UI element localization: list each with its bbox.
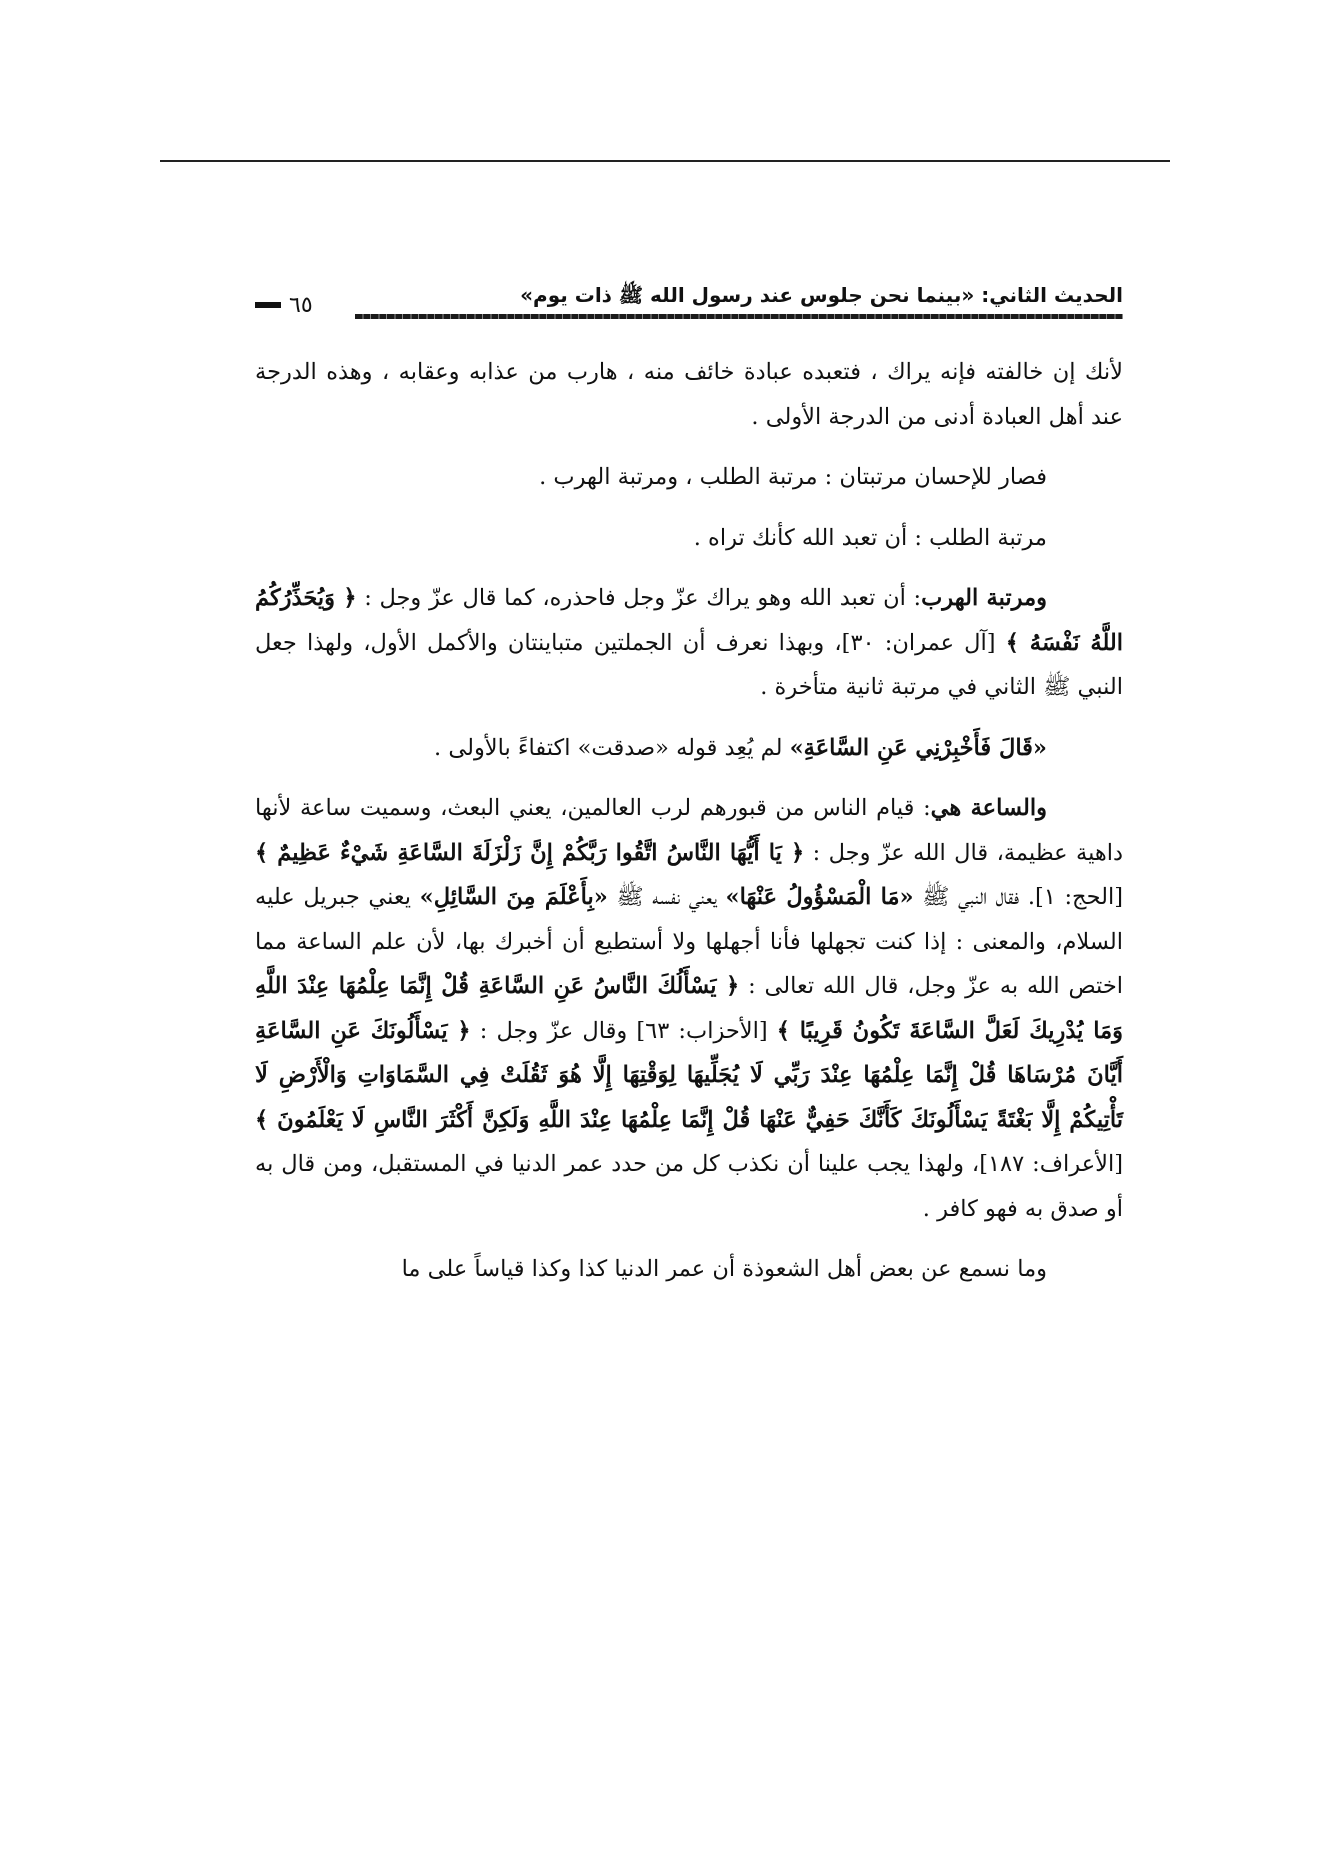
page-body <box>255 350 1123 1308</box>
paragraph-text: وما نسمع عن بعض أهل الشعوذة أن عمر الدنيا كذا وكذا قياساً على ما <box>401 1256 1047 1282</box>
bold-term: والساعة هي <box>930 795 1048 821</box>
paragraph-text: [الحج: ١]. فقال النبي ﷺ <box>913 884 1123 910</box>
bold-term: «بِأَعْلَمَ مِنَ السَّائِلِ» <box>419 884 608 910</box>
paragraph <box>255 455 1123 500</box>
paragraph-text: مرتبة الطلب : أن تعبد الله كأنك تراه . <box>693 524 1047 551</box>
paragraph <box>255 350 1123 439</box>
running-title: الحديث الثاني: «بينما نحن جلوس عند رسول الله ﷺ ذات يوم» <box>520 283 1123 307</box>
running-header <box>255 283 1123 323</box>
quran-verse: ﴿ يَسْأَلُونَكَ عَنِ السَّاعَةِ أَيَّانَ مُرْسَاهَا قُلْ إِنَّمَا عِلْمُهَا عِنْدَ رَبِّي لَا يُجَلِّيهَا لِوَقْتِهَا إِلَّا هُوَ ثَقُلَتْ فِي السَّمَاوَاتِ وَالْأَرْضِ لَا تَأْتِيكُمْ إِلَّا بَغْتَةً يَسْأَلُونَكَ كَأَنَّكَ حَفِيٌّ عَنْهَا قُلْ إِنَّمَا عِلْمُهَا عِنْدَ اللَّهِ وَلَكِنَّ أَكْثَرَ النَّاسِ لَا يَعْلَمُونَ ﴾ <box>255 1017 1123 1133</box>
page-number: ٦٥ <box>289 293 313 318</box>
paragraph-text: يعني جبريل عليه السلام، والمعنى : إذا كنت تجهلها فأنا أجهلها ولا أستطيع أن أخبرك بها، لأن علم الساعة مما اختص الله به عزّ وجل، قال الله تعالى : <box>255 884 1123 999</box>
header-ornament <box>255 302 281 308</box>
header-rule <box>355 314 1123 319</box>
paragraph <box>255 786 1123 1231</box>
bold-term: ومرتبة الهرب <box>921 585 1047 611</box>
scan-top-rule <box>160 160 1170 162</box>
paragraph <box>255 726 1123 771</box>
paragraph-text: [الأحزاب: ٦٣] وقال عزّ وجل : <box>470 1017 777 1044</box>
paragraph-text: [آل عمران: ٣٠]، وبهذا نعرف أن الجملتين متباينتان والأكمل الأول، ولهذا جعل النبي ﷺ الثاني في مرتبة ثانية متأخرة . <box>255 629 1123 700</box>
paragraph-text: [الأعراف: ١٨٧]، ولهذا يجب علينا أن نكذب كل من حدد عمر الدنيا في المستقبل، ومن قال به أو صدق به فهو كافر . <box>255 1151 1123 1222</box>
paragraph-text: : قيام الناس من قبورهم لرب العالمين، يعني البعث، وسميت ساعة لأنها داهية عظيمة، قال الله عزّ وجل : <box>255 795 1123 866</box>
bold-term: «قَالَ فَأَخْبِرْنِي عَنِ السَّاعَةِ» <box>789 734 1047 761</box>
paragraph-text: لم يُعِد قوله «صدقت» اكتفاءً بالأولى . <box>434 734 790 761</box>
paragraph <box>255 576 1123 710</box>
paragraph-text: فصار للإحسان مرتبتان : مرتبة الطلب ، ومرتبة الهرب . <box>539 464 1047 490</box>
paragraph-text: : أن تعبد الله وهو يراك عزّ وجل فاحذره، كما قال عزّ وجل : <box>356 585 922 611</box>
quran-verse: ﴿ يَسْأَلُكَ النَّاسُ عَنِ السَّاعَةِ قُلْ إِنَّمَا عِلْمُهَا عِنْدَ اللَّهِ وَمَا يُدْرِيكَ لَعَلَّ السَّاعَةَ تَكُونُ قَرِيبًا ﴾ <box>255 973 1123 1044</box>
paragraph-text: لأنك إن خالفته فإنه يراك ، فتعبده عبادة خائف منه ، هارب من عذابه وعقابه ، وهذه الدرجة عند أهل العبادة أدنى من الدرجة الأولى . <box>255 359 1123 430</box>
quran-verse: ﴿ وَيُحَذِّرُكُمُ اللَّهُ نَفْسَهُ ﴾ <box>255 585 1124 656</box>
paragraph <box>255 1247 1123 1292</box>
paragraph <box>255 516 1123 561</box>
paragraph-text: يعني نفسه ﷺ <box>607 884 726 910</box>
quran-verse: ﴿ يَا أَيُّهَا النَّاسُ اتَّقُوا رَبَّكُمْ إِنَّ زَلْزَلَةَ السَّاعَةِ شَيْءٌ عَظِيمٌ ﴾ <box>255 839 805 866</box>
bold-term: «مَا الْمَسْؤُولُ عَنْهَا» <box>725 884 914 910</box>
